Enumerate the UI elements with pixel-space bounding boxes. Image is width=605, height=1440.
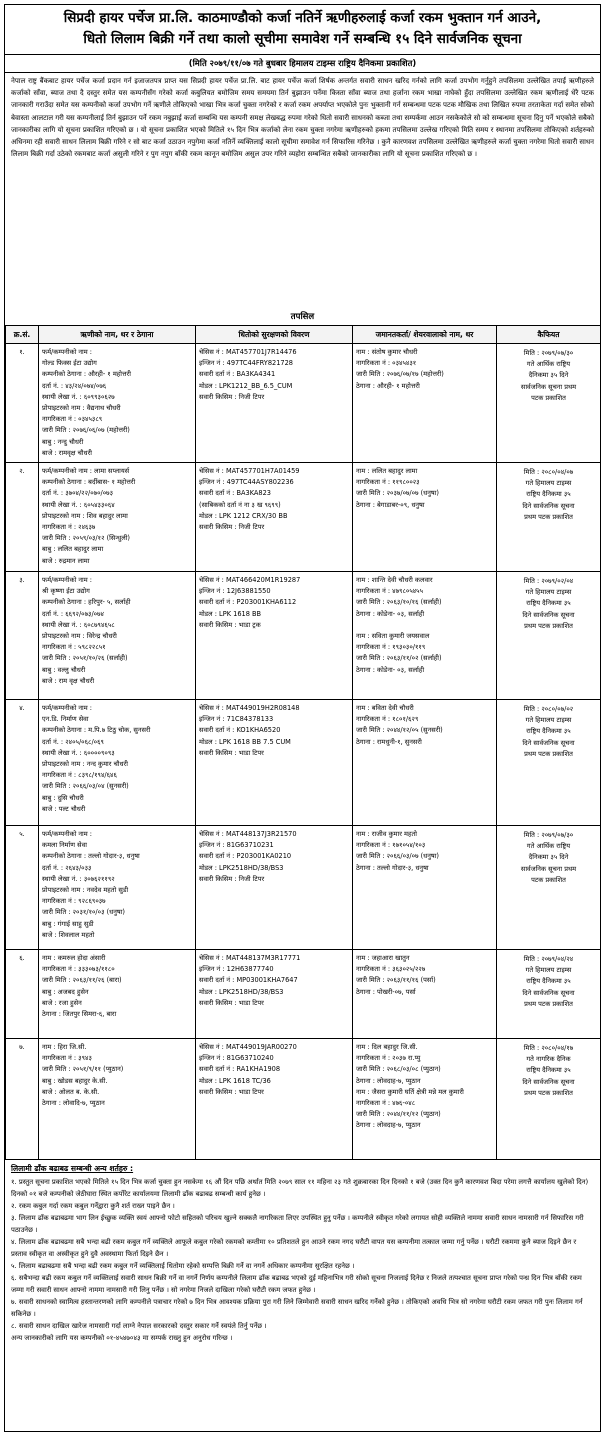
cell-line: बाबु : खोडस बहादुर के.सी. [42, 1076, 108, 1085]
cell-line: दर्ता नं. : २६४३/०३३ [42, 863, 92, 872]
cell-line: प्रथम पटक प्रकाशित [524, 621, 573, 630]
borrower-cell [39, 572, 196, 700]
remarks-cell [497, 344, 601, 463]
table-row [6, 344, 601, 463]
cell-line: नाम : शान्ति देवी चौधरी कलवार [356, 576, 433, 585]
term-item: ५. लिलाम बढाबढमा सबै भन्दा बढी रकम कबुल गर्ने व्यक्तिलाई धितोमा रहेको सम्पत्ति बिक्री गर्ने वा नगर्ने अधिकार कम्पनीमा सुरक्षित रहनेछ । [11, 1262, 355, 1271]
cell-line: प्रथम पटक प्रकाशित [524, 512, 573, 521]
cell-line: जारी मिति : २०६६/०३/०४ (सुनसरी) [42, 782, 129, 791]
cell-line: दैनिकमा ३५ दिने [528, 853, 569, 862]
cell-line: गते आर्थिक राष्ट्रिय [526, 842, 571, 851]
table-row [6, 700, 601, 826]
cell-line: इन्जिन नं : 12J63881550 [199, 587, 271, 596]
cell-line: स्थायी लेखा नं. : ६०५४३३०६४ [42, 500, 115, 509]
remarks-cell [497, 1039, 601, 1160]
cell-line: सवारी दर्ता नं : MP03001KHA7647 [199, 976, 298, 985]
serial-cell: ७. [6, 1039, 39, 1160]
term-item: १. प्रस्तुत सूचना प्रकाशित भएको मितिले १५ दिन भित्र कर्जा चुक्ता हुन नसकेमा १६ औं दिन पछि अर्थात मिति २०७९ साल ११ महिना २३ गते शुक्रबारका दिन दिनको १ बजे (उक्त दिन कुनै कारणवश बिदा परेमा लगत्तै कार्यालय खुलेको दिन) दिनको ०१ बजे कम्पनीको जेठीघारा स्थित कर्पोरेट कार्यालयमा लिलामी ढाँक बढाबढ सम्बन्धी कार्य हुनेछ । [11, 1178, 589, 1199]
cell-line: सवारी किसिम : भाडा ट्रक [199, 620, 261, 629]
term-item: ७. सवारी साधनको स्वामित्व हस्तान्तरणको लागि कम्पनीले पत्राचार गरेको ७ दिन भित्र आवश्यक प्रक्रिया पुरा गरी लिने जिम्मेवारी सवारी साधन खरिद गर्नेको हुनेछ । तोकिएको अवधि भित्र सो नगरेमा घरौटी रकम जफत गरी पुनः लिलाम गर्न सकिनेछ । [11, 1298, 583, 1319]
cell-line: कम्पनीको ठेगाना : हरिपुर- ५, सर्लाही [42, 598, 131, 607]
header-serial: क्र.सं. [6, 326, 39, 344]
cell-line: कम्पनीको ठेगाना : बर्दीबास- १ महोत्तरी [42, 478, 136, 487]
cell-line: बाजे : रुद्रमान लामा [42, 556, 90, 565]
cell-line: दैनिकमा ३५ दिने [528, 371, 569, 380]
cell-line: जारी मिति : २०४४/१२/०५ (सुनसरी) [356, 726, 443, 735]
cell-line: जारी मिति : २०५९/०३/१२ (सिन्धुली) [42, 534, 130, 543]
cell-line: सवारी किसिम : भाडा टिपर [199, 1087, 264, 1096]
cell-line: नागरिकता नं : ५९८२२८५१ [42, 643, 106, 652]
header-borrower: ऋणीको नाम, थर र ठेगाना [39, 326, 196, 344]
cell-line: ठेगाना : रामधुनी-१, सुनसरी [356, 737, 422, 746]
cell-line: मिति : २०७९/०७/३० [523, 349, 574, 357]
cell-line: इन्जिन नं : 497TC44FRY821728 [199, 359, 294, 368]
cell-line: बाजे : ओलत ब. के.सी. [42, 1087, 100, 1096]
publication-dateline: (मिति २०७९/११/०७ गते बुधबार हिमालय टाइम्स राष्ट्रिय दैनिकमा प्रकाशित) [5, 55, 600, 73]
remarks-cell [497, 950, 601, 1039]
cell-line: नाम : सविता कुमारी जयसवाल [356, 632, 430, 641]
cell-line: मोडल : LPK 1618 BB [199, 609, 262, 618]
cell-line: नागरिकता नं : २०३७ रा.प्यु [356, 1054, 421, 1063]
cell-line: नागरिकता नं : १८०१/६२९ [356, 715, 419, 724]
serial-cell: ६. [6, 950, 39, 1039]
cell-line: गते हिमालय टाइम्स [525, 966, 572, 975]
notice-page [4, 4, 601, 1432]
header-remarks: कैफियत [497, 326, 601, 344]
cell-line: सवारी दर्ता नं : P203001KHA6112 [199, 598, 297, 607]
security-cell [196, 700, 353, 826]
cell-line: ठेगाना : कोडेना- ०३, सर्लाही [356, 665, 425, 674]
cell-line: दर्ता नं. : ३७०४/२२/०७०/०७३ [42, 489, 114, 498]
serial-cell: २. [6, 463, 39, 572]
guarantor-cell [353, 826, 497, 950]
cell-line: मोडल : LPK1212_BB_6.5_CUM [199, 381, 293, 390]
cell-line: जारी मिति : २०६३/११/२६ (बारा) [42, 976, 122, 985]
cell-line: गते आर्थिक राष्ट्रिय [526, 360, 571, 369]
cell-line: स्थायी लेखा नं. : ३०७६२११९२ [42, 874, 115, 883]
cell-line: इन्जिन नं : 497TC44ASY802236 [199, 478, 294, 487]
cell-line: चेसिस नं : MAT449019H2R08148 [199, 704, 300, 713]
cell-line: चेसिस नं : MAT457701J7R14476 [199, 348, 297, 356]
cell-line: जारी मिति : २०३१/१०/०३ (धनुषा) [42, 908, 125, 917]
cell-line: प्रथम पटक प्रकाशित [524, 999, 573, 1008]
cell-line: फर्म/कम्पनीको नाम : [42, 348, 93, 356]
cell-line: प्रोपाइटरको नाम : नवदेव महतो सुडी [42, 886, 129, 895]
cell-line: मोडल : LPK 1212 CRX/30 BB [199, 511, 288, 520]
cell-line: प्रोपाइटरको नाम : वैद्यनाथ चौधरी [42, 404, 121, 413]
security-cell [196, 572, 353, 700]
table-header-row [6, 326, 601, 344]
cell-line: ठेगाना : कोडेना- ०३, सर्लाही [356, 609, 425, 618]
cell-line: नाम : ललित बहादुर लामा [356, 467, 418, 476]
guarantor-cell [353, 344, 497, 463]
table-row [6, 826, 601, 950]
cell-line: प्रोपाइटरको नाम : विरेन्द्र चौधरी [42, 632, 117, 641]
guarantor-cell [353, 463, 497, 572]
cell-line: मोडल : LPK 1618 TC/36 [199, 1076, 271, 1085]
cell-line: फर्म/कम्पनीको नाम : [42, 576, 93, 585]
cell-line: नागरिकता नं : ९२८६९०३७ [42, 897, 106, 906]
table-row [6, 463, 601, 572]
cell-line: दिने सार्वजनिक सूचना [522, 501, 575, 510]
cell-line: बाबु : नन्दु चौधरी [42, 437, 84, 446]
cell-line: फर्म/कम्पनीको नाम : [42, 704, 93, 713]
terms-heading: लिलामी ढाँक बढाबढ सम्बन्धी अन्य शर्तहरु : [11, 1164, 134, 1174]
cell-line: सवारी किसिम : निजी टिपर [199, 523, 265, 532]
cell-line: नागरिकता नं : १७१०५४/१०३ [356, 841, 426, 850]
cell-line: प्रोपाइटरको नाम : शिव बहादुर लामा [42, 511, 128, 520]
cell-line: नागरिकता नं : १९३०३०/११९ [356, 643, 426, 652]
cell-line: जारी मिति : २०७६/०६/०७ (महोत्तरी) [42, 426, 130, 435]
term-item: ८. सवारी साधन दाखिल खारेज नामसारी गर्दा लाग्ने नेपाल सरकारको दस्तुर सकार गर्ने स्वयंले तिर्नु पर्नेछ । [11, 1322, 267, 1331]
guarantor-cell [353, 950, 497, 1039]
cell-line: राष्ट्रिय दैनिकमा ३५ [526, 599, 571, 608]
serial-cell: ५. [6, 826, 39, 950]
cell-line: नागरिकता नं : ०३४५३८९ [42, 415, 103, 424]
cell-line: एन.डि. निर्माण सेवा [42, 715, 89, 724]
intro-paragraph: नेपाल राष्ट्र बैंकबाट हायर पर्चेज कर्जा प्रदान गर्न इजाजतपत्र प्राप्त यस सिप्रदी हायर पर्चेज प्रा.लि. बाट हायर पर्चेज कर्जा शिर्षक अन्तर्गत सवारी साधन खरिद गर्नको लागि कर्जा उपभोग गर्नुहुने तपसिलमा उल्लेखित तपाईं ऋणीहरुले कर्जाको साँवा, ब्याज तथा दै दस्तुर समेत यस कम्पनीसँग गरेको कर्जा कबुलियत बमोजिम समय समयमा तिर्न बुझाउन पर्नेमा किस्ता साँवा ब्याज तथा हर्जाना रकम भाखा नाघेको हुँदा तपसिलमा उल्लेखित रकम ऋणीलाई धेरै पटक जानकारी गराउँदा समेत यस कम्पनीको कर्जा उपभोग गर्ने ऋणीले तोकिएको भाखा भित्र कर्जा चुक्ता नगरेको र कर्जा रकम अपर्याप्त भएकोले पुनः भुक्तानी गर्न सम्बन्धमा पटक पटक मौखिक तथा लिखित रुपमा तरताकेता गर्दा समेत सोको बेवास्ता आलटाल गरी यस कम्पनीलाई तिर्न बुझाउन पर्ने रकम नबुझाई कर्जा सम्बन्धि यस कम्पनी समक्ष लेखबद्ध रुपमा गरेको धितो सवारी साधनको कब्जा तथा सम्पर्कमा आउन नसकेकोले सो को सम्बन्धमा सूचना दिनु पर्ने भएकोले सबैको जानकारीका लागि यो सूचना प्रकाशित गरिएको छ । यो सूचना प्रकाशित भएको मितिले १५ दिन भित्र कर्जाको लेना रकम चुक्ता नगरेमा ऋणीहरुको हकमा तपसिलमा उल्लेख गरिएको मिति समय र स्थानमा तपसिलमा तोकिएको शर्तहरुको अधिनमा रही सवारी साधन लिलाम बिक्री गरिने र सो बाट कर्जा उठाउन नपुगेमा कर्जा नतिर्ने व्यक्तिलाई कालो सूचीमा समावेश गर्न सिफारिस गरिनेछ । कुनै कारणवश तपसिलमा उल्लेखित ऋणीहरुले कर्जा चुक्ता नगरेमा धितो सवारी साधन लिलाम बिक्री गर्दा उठेको रकमबाट कर्जा असुली गरिने र पुग नपुग बाँकी रकम कानून बमोजिम असुल उपर गरिने व्यहोरा सम्बन्धित सबैको जानकारीका लागि यो सूचना प्रकाशित गरिएको छ । [11, 77, 594, 159]
borrower-cell [39, 950, 196, 1039]
cell-line: नाम : दिल बहादुर जि.सी. [356, 1043, 418, 1052]
cell-line: ठेगाना : लोवादि-७, प्युठान [42, 1099, 105, 1108]
cell-line: स्थायी लेखा नं. : ६०८७९४६५८ [42, 620, 115, 629]
cell-line: बाजे : रामवृक्ष चौधरी [42, 448, 92, 457]
remarks-cell [497, 700, 601, 826]
term-item: ६. सबैभन्दा बढी रकम कबुल गर्ने व्यक्तिलाई सवारी साधन बिक्री गर्ने वा नगर्ने निर्णय कम्पनीले लिलाम ढाँक बढाबढ भएको दुई महिनाभित्र गरी सोको सूचना निजलाई दिनेछ र निजले तत्पश्चात सूचना प्राप्त गरेको पन्ध्र दिन भित्र बाँकी रकम जम्मा गरी सवारी साधन आफ्नो नाममा नामसारी गरी लिनु पर्नेछ । सो नगरेमा निजले दाखिला गरेको घरौटी रकम जफत हुनेछ । [11, 1274, 582, 1295]
cell-line: मिति : २०८०/०७/०२ [523, 705, 574, 714]
cell-line: सवारी दर्ता नं : P203001KA0210 [199, 852, 292, 861]
cell-line: जारी मिति : २०५१/९/११ (प्युठान) [42, 1065, 124, 1074]
cell-line: मिति : २०८०/०४/०७ [523, 468, 574, 477]
cell-line: सवारी दर्ता नं : BA3KA823 [199, 489, 272, 498]
cell-line: गते हिमालय टाइम्स [525, 716, 572, 725]
cell-line: गोल्ड फिक्स ईटा उद्योग [42, 359, 97, 368]
cell-line: बाजे : राम वृक्ष चौधरी [42, 676, 95, 685]
cell-line: सार्वजनिक सूचना प्रथम [520, 864, 577, 873]
cell-line: बाजे : शिवलाल महतो [42, 930, 95, 939]
cell-line: स्थायी लेखा नं. : ६००००९०९३ [42, 748, 115, 757]
cell-line: नाम : जैसरा कुमारी घर्ति क्षेत्री मन्ने मल कुमारी [356, 1087, 464, 1096]
cell-line: मोडल : LPK2518HD/38/BS3 [199, 987, 284, 996]
cell-line: जारी मिति : २०७६/०७/१७ (महोत्तरी) [356, 370, 444, 379]
guarantor-cell [353, 1039, 497, 1160]
cell-line: ठेगाना : पोखरी-०७, पर्सा [356, 987, 416, 996]
cell-line: जारी मिति : २०४४/११/१२ (प्युठान) [356, 1110, 441, 1119]
cell-line: दर्ता नं. : ६६९२/०७३/०७४ [42, 609, 104, 618]
cell-line: सवारी किसिम : निजी टिपर [199, 874, 265, 883]
cell-line: बाबु : गंगाई साहु सुडी [42, 919, 94, 928]
cell-line: नागरिकता नं : ४७९८०५४५५ [356, 587, 424, 596]
header-guarantor: जमानतकर्ता/ शेयरवालाको नाम, थर [353, 326, 497, 344]
borrower-cell [39, 826, 196, 950]
cell-line: नागरिकता नं : ३३३०७३/११८० [42, 965, 115, 974]
cell-line: कम्पनीको ठेगाना : म.पि.७ टिठु चोक, सुनसरी [42, 726, 151, 735]
cell-line: चेसिस नं : MAT466420M1R19287 [199, 576, 301, 585]
guarantor-cell [353, 700, 497, 826]
table-row [6, 1039, 601, 1160]
cell-line: चेसिस नं : MAT448137J3R21570 [199, 830, 297, 839]
remarks-cell [497, 463, 601, 572]
cell-line: दिने सार्वजनिक सूचना [522, 610, 575, 619]
cell-line: गते हिमालय टाइम्स [525, 479, 572, 488]
cell-line: दर्ता नं. : ४३/२४/०७४/०७६ [42, 381, 107, 390]
cell-line: दिने सार्वजनिक सूचना [522, 738, 575, 747]
security-cell [196, 826, 353, 950]
cell-line: इन्जिन नं : 81G63710231 [199, 841, 274, 850]
table-body [6, 344, 601, 1160]
cell-line: बाबु : ललित बहादुर लामा [42, 545, 104, 554]
contact-footer: अन्य जानकारीको लागि यस कम्पनीको ०१-४५४७०४३ मा सम्पर्क राख्नु हुन अनुरोध गरिन्छ । [11, 1334, 233, 1343]
notice-title [5, 5, 600, 55]
cell-line: गते नागरिक दैनिक [526, 1055, 571, 1064]
cell-line: स्थायी लेखा नं. : ६०९९३०६२७ [42, 392, 115, 401]
terms-list [5, 1176, 600, 1332]
cell-line: दिने सार्वजनिक सूचना [522, 988, 575, 997]
cell-line: बाबु : अजबद हुसेन [42, 987, 89, 996]
cell-line: राष्ट्रिय दैनिकमा ३५ [526, 727, 571, 736]
cell-line: जारी मिति : २०६३/११/१६ (पर्सा) [356, 976, 436, 985]
guarantor-cell [353, 572, 497, 700]
cell-line: राष्ट्रिय दैनिकमा ३५ [526, 1066, 571, 1075]
cell-line: चेसिस नं : MAT457701H7A01459 [199, 467, 300, 476]
cell-line: नागरिकता नं : २४६३७ [42, 523, 96, 532]
cell-line: नागरिकता नं : ८३९८/१९४/६४६ [42, 771, 117, 780]
cell-line: कम्पनीको ठेगाना : औरही- १ महोत्तरी [42, 370, 131, 379]
cell-line: मिति : २०८०/०४/१७ [523, 1044, 574, 1053]
borrower-table [5, 325, 601, 1160]
table-row [6, 950, 601, 1039]
cell-line: प्रथम पटक प्रकाशित [524, 1088, 573, 1097]
cell-line: सवारी किसिम : निजी टिपर [199, 392, 265, 401]
cell-line: राष्ट्रिय दैनिकमा ३५ [526, 490, 571, 499]
security-cell [196, 1039, 353, 1160]
cell-line: जारी मिति : २०६६/०३/०७ (धनुषा) [356, 852, 439, 861]
cell-line: कमला निर्माण सेवा [42, 841, 87, 850]
cell-line: बाजे : पल्ट चौधरी [42, 804, 86, 813]
cell-line: नागरिकता नं : ०३४५४३१ [356, 359, 417, 368]
cell-line: मोडल : LPK 1618 BB 7.5 CUM [199, 737, 291, 746]
cell-line: दिने सार्वजनिक सूचना [522, 1077, 575, 1086]
serial-cell: १. [6, 344, 39, 463]
cell-line: बाजे : रजा हुसेन [42, 998, 82, 1007]
cell-line: बाबु : वल्लु चौधरी [42, 665, 86, 674]
cell-line: कम्पनीको ठेगाना : तल्लो गोदार-३, धनुषा [42, 852, 140, 861]
cell-line: सवारी दर्ता नं : KO1KHA6520 [199, 726, 281, 735]
cell-line: ठेगाना : जितपुर सिमरा-६, बारा [42, 1010, 117, 1019]
cell-line: फर्म/कम्पनीको नाम : [42, 830, 93, 839]
security-cell [196, 344, 353, 463]
title-line-1: सिप्रदी हायर पर्चेज प्रा.लि. काठमाण्डौको कर्जा नतिर्ने ऋणीहरुलाई कर्जा रकम भुक्तान गर्न आउने, [63, 10, 542, 26]
cell-line: नागरिकता नं : ३९४३ [42, 1054, 92, 1063]
cell-line: ठेगाना : लोवदाह-७, प्युठान [356, 1121, 421, 1130]
cell-line: सार्वजनिक सूचना प्रथम [520, 382, 577, 391]
cell-line: नागरिकता नं : ३६३०२५/२२७ [356, 965, 426, 974]
cell-line: सवारी दर्ता नं : RA1KHA1908 [199, 1065, 281, 1074]
cell-line: मिति : २०७९/०७/३० [523, 831, 574, 840]
cell-line: मिति : २०७९/०२/०४ [523, 577, 574, 586]
cell-line: दर्ता नं. : २४०५/०६८/०६९ [42, 737, 104, 746]
borrower-cell [39, 344, 196, 463]
cell-line: मिति : २०७९/०४/२४ [523, 955, 574, 964]
cell-line: नागरिकता नं : ४७६-०४८ [356, 1099, 416, 1108]
cell-line: ठेगाना : औरही- १ महोत्तरी [356, 381, 420, 390]
cell-line: ठेगाना : तल्लो गोदार-३, धनुषा [356, 863, 429, 872]
cell-line: जारी मिति : २०५१/१०/२६ (सर्लाही) [42, 654, 128, 663]
term-item: ४. लिलाम ढाँक बढाबढमा सबै भन्दा बढी रकम कबुल गर्ने व्यक्तिले आफूले कबुल गरेको रकमको कम्तीमा १० प्रतिशतले हुन आउने रकम नगद घरौटी वापत यस कम्पनीमा तत्काल जम्मा गर्नु पर्नेछ । घरौटी रकममा कुनै ब्याज दिइने छैन र प्रस्ताव स्वीकृत वा अस्वीकृत हुने दुवै अवस्थामा फिर्ता दिइने छैन । [11, 1238, 577, 1259]
cell-line: नाम : राजीव कुमार महतो [356, 830, 417, 839]
table-row [6, 572, 601, 700]
serial-cell: ४. [6, 700, 39, 826]
term-item: २. रकम कबुल गर्दा रकम कबुल गर्नेद्वारा कुनै शर्त राख्न पाइने छैन । [11, 1202, 175, 1211]
cell-line: इन्जिन नं : 81G63710240 [199, 1054, 274, 1063]
cell-line: सवारी किसिम : भाडा टिपर [199, 748, 264, 757]
borrower-cell [39, 1039, 196, 1160]
cell-line: सवारी किसिम : भाडा टिपर [199, 998, 264, 1007]
cell-line: प्रोपाइटरको नाम : नन्द कुमार चौधरी [42, 760, 128, 769]
cell-line: प्रथम पटक प्रकाशित [524, 749, 573, 758]
cell-line: फर्म/कम्पनीको नाम : लामा सप्लायर्स [42, 467, 130, 476]
security-cell [196, 463, 353, 572]
cell-line [356, 620, 493, 631]
schedule-heading: तपसिल [290, 312, 315, 322]
cell-line: राष्ट्रिय दैनिकमा ३५ [526, 977, 571, 986]
cell-line: नागरिकता नं : ११९८००२३ [356, 478, 420, 487]
cell-line: गते हिमालय टाइम्स [525, 588, 572, 597]
term-item: ३. लिलाम ढाँक बढाबढमा भाग लिन ईच्छुक व्यक्ति स्वयं आफ्नो फोटो सहितको परिचय खुल्ने सक्कलै नागरिकता लिएर उपस्थित हुनु पर्नेछ । कम्पनीले स्वीकृत गरेको लगायत सोही व्यक्तिले नाममा सवारी साधन नामसारी गर्न सिफारिस गरी पठाउनेछ । [11, 1214, 584, 1235]
serial-cell: ३. [6, 572, 39, 700]
cell-line: (साबिकको दर्ता नं ना ३ ख ९६९९) [199, 500, 281, 509]
cell-line: मोडल : LPK2518HD/38/BS3 [199, 863, 284, 872]
cell-line: चेसिस नं : MAT448137M3R17771 [199, 954, 301, 963]
borrower-cell [39, 463, 196, 572]
borrower-cell [39, 700, 196, 826]
cell-line: इन्जिन नं : 71C84378133 [199, 715, 274, 724]
cell-line: सवारी दर्ता नं : BA3KA4341 [199, 370, 276, 379]
cell-line: ठेगाना : बेगाडाबर-०९, धनुषा [356, 500, 425, 509]
remarks-cell [497, 826, 601, 950]
cell-line: चेसिस नं : MAT449019JAR00270 [199, 1043, 297, 1052]
cell-line: जारी मिति : २०६८/०३/०८ (प्युठान) [356, 1065, 441, 1074]
remarks-cell [497, 572, 601, 700]
cell-line: ठेगाना : लोवदाह-७, प्युठान [356, 1076, 421, 1085]
cell-line: श्री कृष्णा ईटा उद्योग [42, 587, 90, 596]
cell-line: इन्जिन नं : 12H63877740 [199, 965, 274, 974]
cell-line: नाम : जहाआरा खातुन [356, 954, 410, 963]
title-line-2: धितो लिलाम बिक्री गर्ने तथा कालो सूचीमा समावेश गर्ने सम्बन्धि १५ दिने सार्वजनिक सूचना [83, 31, 522, 47]
cell-line: नाम : बविता देवी चौधरी [356, 704, 414, 713]
cell-line: जारी मिति : २०६३/११/०२ (सर्लाही) [356, 654, 442, 663]
cell-line: जारी मिति : २०६३/१०/१६ (सर्लाही) [356, 598, 442, 607]
cell-line: पटक प्रकाशित [531, 875, 566, 884]
security-cell [196, 950, 353, 1039]
cell-line: जारी मिति : २०३७/०७/०७ (धनुषा) [356, 489, 439, 498]
header-security: धितोको सुरक्षणको विवरण [196, 326, 353, 344]
cell-line: नाम : हिरा जि.सी. [42, 1043, 87, 1052]
cell-line: पटक प्रकाशित [531, 393, 566, 402]
cell-line: नाम : संतोष कुमार चौधरी [356, 348, 418, 356]
cell-line: बाबु : दुसि चौधरी [42, 793, 84, 802]
cell-line: नाम : कमरुल होदा अंसारी [42, 954, 106, 963]
